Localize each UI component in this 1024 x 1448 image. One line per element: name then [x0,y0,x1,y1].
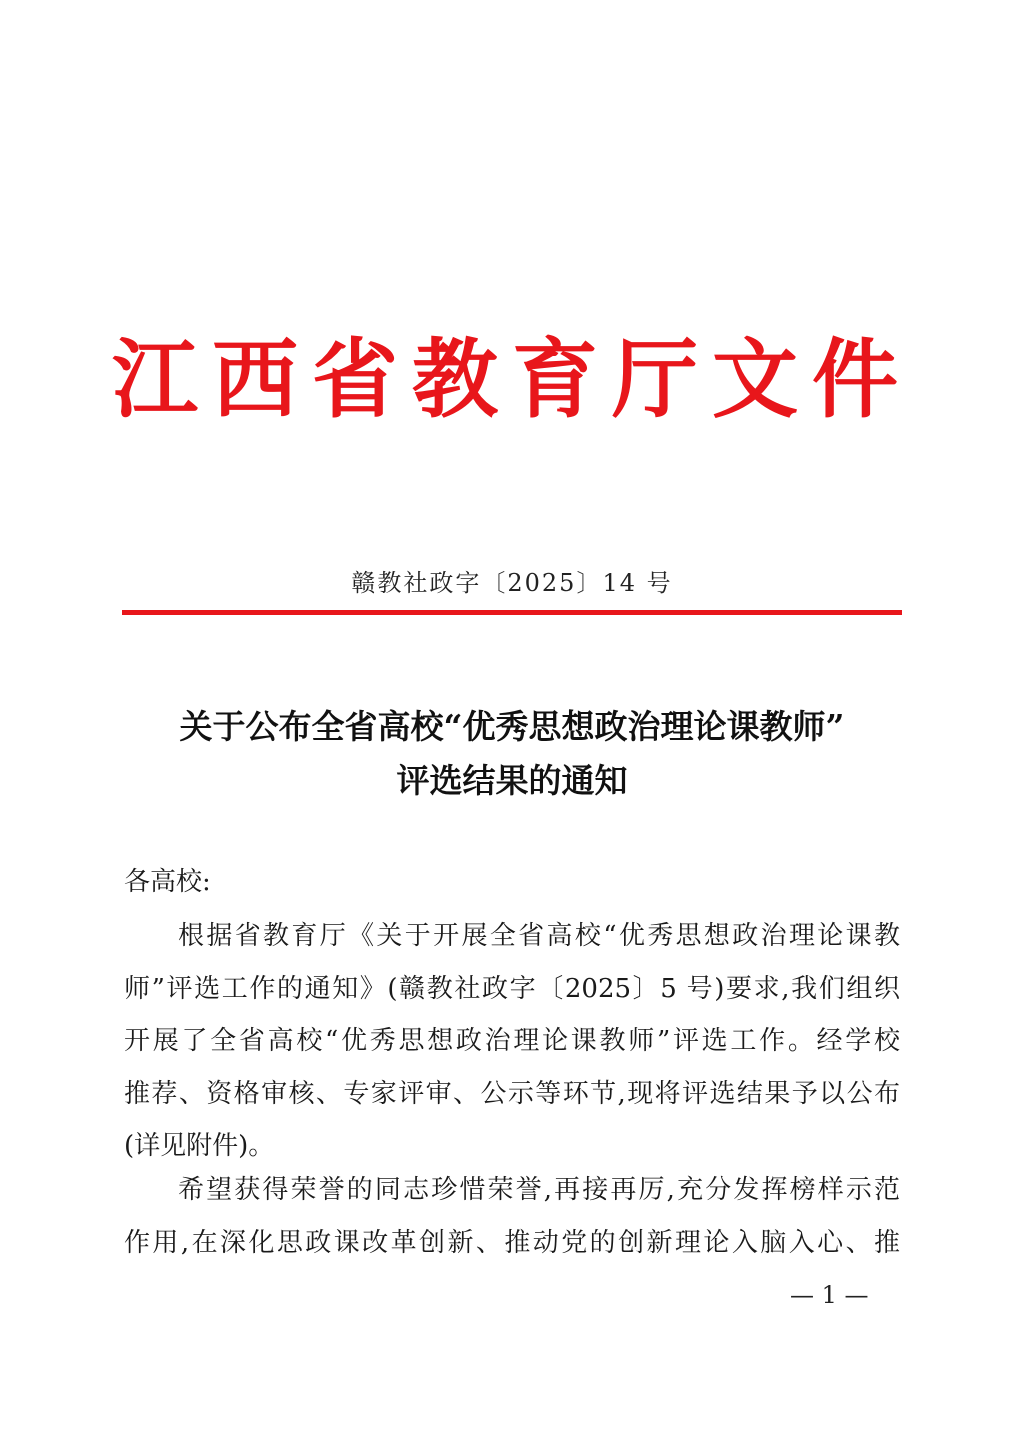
body-paragraph-1 [124,910,900,1173]
notice-title-line-2: 评选结果的通知 [396,761,628,800]
notice-title-line-1: 关于公布全省高校“优秀思想政治理论课教师” [179,707,845,746]
body-paragraph-2 [124,1164,900,1269]
salutation: 各高校: [124,867,211,897]
paragraph-line: (详见附件)。 [124,1131,275,1161]
page-number: — 1 — [790,1281,869,1309]
paragraph-line: 推荐、资格审核、专家评审、公示等环节,现将评选结果予以公布 [124,1078,900,1109]
paragraph-line: 师”评选工作的通知》(赣教社政字〔2025〕5 号)要求,我们组织 [124,973,900,1004]
notice-title [100,700,924,808]
red-divider-line [122,610,902,615]
masthead-title: 江西省教育厅文件 [112,329,912,430]
paragraph-line: 开展了全省高校“优秀思想政治理论课教师”评选工作。经学校 [124,1026,900,1056]
paragraph-line: 希望获得荣誉的同志珍惜荣誉,再接再厉,充分发挥榜样示范 [178,1175,900,1205]
document-number: 赣教社政字〔2025〕14 号 [351,569,673,597]
paragraph-line: 作用,在深化思政课改革创新、推动党的创新理论入脑入心、推 [124,1227,900,1258]
paragraph-line: 根据省教育厅《关于开展全省高校“优秀思想政治理论课教 [178,921,900,951]
